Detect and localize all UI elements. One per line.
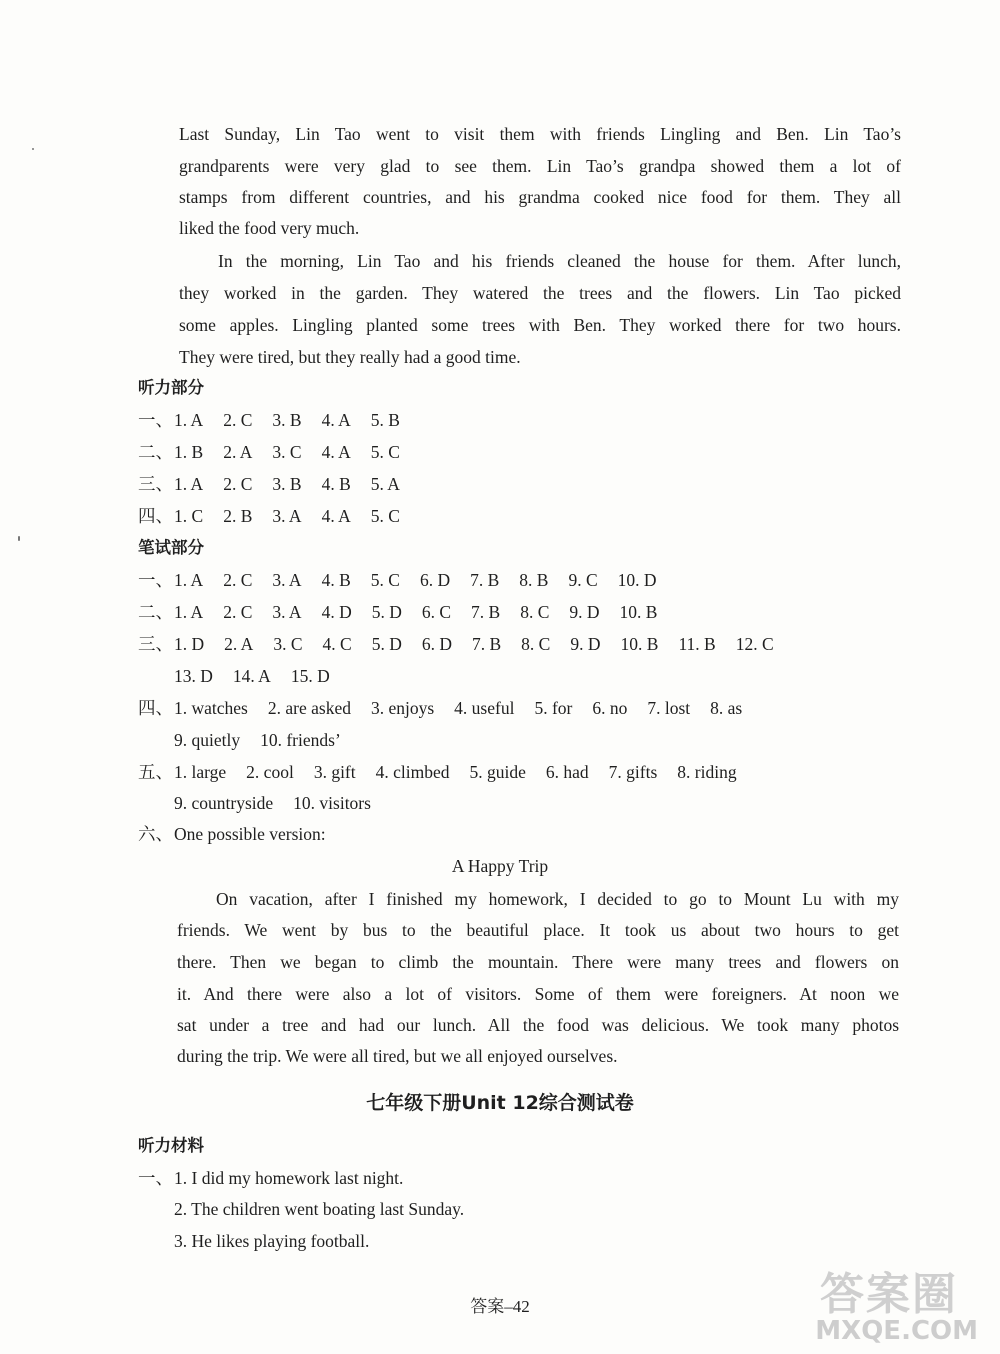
essay-line: sat under a tree and had our lunch. All the food was delicious. We took many photos [177,1015,899,1035]
essay-line: friends. We went by bus to the beautiful place. It took us about two hours to get [177,920,899,940]
watermark-logo [758,1258,978,1348]
essay-line: during the trip. We were all tired, but we all enjoyed ourselves. [177,1046,618,1066]
essay-line: there. Then we began to climb the mountain. There were many trees and flowers on [177,952,899,972]
row-marker: 一、 [138,570,173,590]
materials-heading: 听力材料 [138,1136,204,1155]
listening-heading: 听力部分 [138,378,204,397]
essay-line: it. And there were also a lot of visitors. Some of them were foreigners. At noon we [177,984,899,1004]
passage-line: they worked in the garden. They watered the trees and the flowers. Lin Tao picked [179,283,901,303]
written-heading: 笔试部分 [138,538,204,557]
answer-row: 三、1. A 2. C 3. B 4. B 5. A [138,474,400,494]
unit-title: 七年级下册Unit 12综合测试卷 [366,1092,634,1114]
row-marker: 二、 [138,442,173,462]
answer-row: 一、1. A 2. C 3. A 4. B 5. C 6. D 7. B 8. B 9. C 10. D [138,570,657,590]
row-marker: 四、 [138,506,173,526]
answer-row: 四、1. C 2. B 3. A 4. A 5. C [138,506,400,526]
watermark-text: 答案圈 [820,1269,958,1320]
passage-line: grandparents were very glad to see them. Lin Tao’s grandpa showed them a lot of [179,156,901,176]
answer-row: 二、1. A 2. C 3. A 4. D 5. D 6. C 7. B 8. C 9. D 10. B [138,602,658,622]
passage-line: some apples. Lingling planted some trees with Ben. They worked there for two hours. [179,315,901,335]
passage-line: Last Sunday, Lin Tao went to visit them with friends Lingling and Ben. Lin Tao’s [179,124,901,144]
material-item: 2. The children went boating last Sunday. [174,1199,465,1219]
row-marker: 五、 [138,762,173,782]
row-marker: 一、 [138,1168,173,1188]
row-marker: 三、 [138,634,173,654]
passage-line: In the morning, Lin Tao and his friends cleaned the house for them. After lunch, [218,251,901,271]
answer-row: 二、1. B 2. A 3. C 4. A 5. C [138,442,400,462]
row-marker: 一、 [138,410,173,430]
essay-title: A Happy Trip [451,856,549,876]
material-item: 3. He likes playing football. [174,1231,370,1251]
passage-line: stamps from different countries, and his grandma cooked nice food for them. They all [179,187,901,207]
essay-line: On vacation, after I finished my homework, I decided to go to Mount Lu with my [216,889,899,909]
answer-row: 五、1. large 2. cool 3. gift 4. climbed 5. guide 6. had 7. gifts 8. riding [138,762,737,782]
scan-speck [18,536,20,541]
row-marker: 六、 [138,824,173,844]
watermark-url: MXQE.COM [815,1316,978,1346]
material-item: 一、1. I did my homework last night. [138,1168,404,1188]
answer-row: 四、1. watches 2. are asked 3. enjoys 4. useful 5. for 6. no 7. lost 8. as [138,698,743,718]
answer-row: 13. D 14. A 15. D [174,666,330,686]
passage-line: They were tired, but they really had a good time. [179,347,521,367]
answer-row [138,822,326,846]
row-marker: 三、 [138,474,173,494]
answer-row: 一、1. A 2. C 3. B 4. A 5. B [138,410,400,430]
page-number: 答案–42 [470,1297,530,1316]
version-note: One possible version: [174,824,326,844]
answer-row: 三、1. D 2. A 3. C 4. C 5. D 6. D 7. B 8. C 9. D 10. B 11. B 12. C [138,634,774,654]
answer-row: 9. countryside 10. visitors [174,793,371,813]
passage-line: liked the food very much. [179,218,360,238]
row-marker: 二、 [138,602,173,622]
answer-row: 9. quietly 10. friends’ [174,730,341,750]
row-marker: 四、 [138,698,173,718]
scan-speck [32,148,34,150]
